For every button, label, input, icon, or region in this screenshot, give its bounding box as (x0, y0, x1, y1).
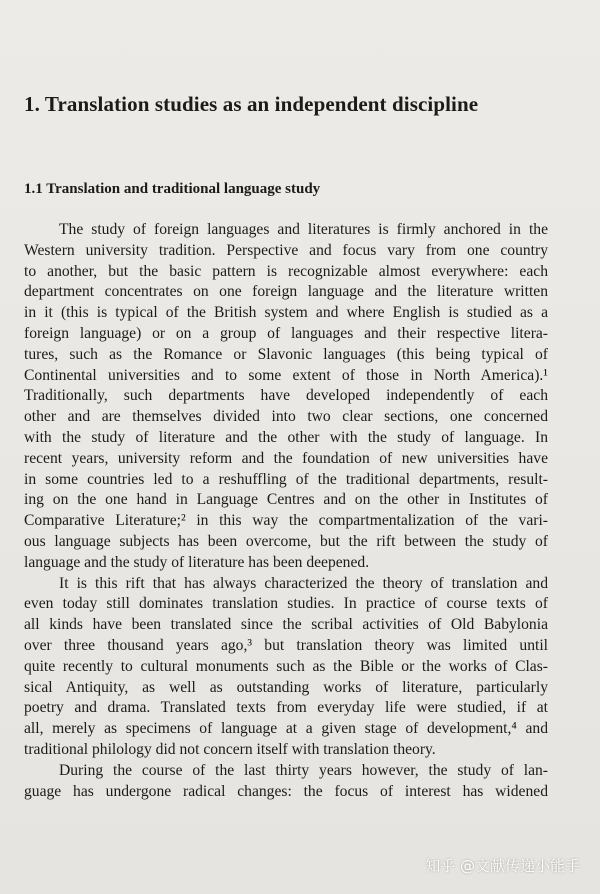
text-line: poetry and drama. Translated texts from everyday life were studied, if at (24, 699, 548, 717)
text-line: sical Antiquity, as well as outstanding works of literature, particularly (24, 678, 548, 696)
text-line: language and the study of literature has been deepened. (24, 553, 370, 571)
text-line: all kinds have been translated since the scribal activities of Old Babylonia (24, 616, 548, 634)
text-line: traditional philology did not concern itself with translation theory. (24, 740, 436, 758)
text-line: with the study of literature and the other with the study of language. In (24, 428, 548, 446)
text-line: even today still dominates translation studies. In practice of course texts of (24, 595, 548, 613)
paragraph (24, 574, 548, 761)
chapter-title: 1. Translation studies as an independent discipline (24, 92, 479, 116)
text-line: During the course of the last thirty years however, the study of lan- (59, 761, 548, 779)
text-line: all, merely as specimens of language at a given stage of development,⁴ and (24, 720, 548, 738)
text-line: guage has undergone radical changes: the focus of interest has widened (24, 782, 548, 800)
text-line: The study of foreign languages and literatures is firmly anchored in the (59, 221, 548, 238)
text-line: Western university tradition. Perspective and focus vary from one country (24, 241, 548, 259)
text-line: ing on the one hand in Language Centres and on the other in Institutes of (24, 491, 548, 509)
text-line: Traditionally, such departments have developed independently of each (24, 387, 548, 405)
body-text (24, 220, 548, 802)
text-line: ous language subjects has been overcome, but the rift between the study of (24, 532, 548, 550)
text-line: It is this rift that has always characterized the theory of translation and (59, 574, 548, 592)
text-line: quite recently to cultural monuments such as the Bible or the works of Clas- (24, 657, 548, 675)
text-line: foreign language) or on a group of languages and their respective litera- (24, 324, 548, 342)
section-title: 1.1 Translation and traditional language study (24, 181, 321, 197)
paragraph (24, 220, 548, 574)
paragraph (24, 761, 548, 803)
text-line: to another, but the basic pattern is recognizable almost everywhere: each (24, 262, 548, 280)
text-line: tures, such as the Romance or Slavonic languages (this being typical of (24, 345, 548, 363)
text-line: in some countries led to a reshuffling of the traditional departments, result- (24, 470, 548, 488)
text-line: Comparative Literature;² in this way the compartmentalization of the vari- (24, 512, 548, 530)
text-line: in it (this is typical of the British system and where English is studied as a (24, 304, 548, 322)
text-line: department concentrates on one foreign language and the literature written (24, 283, 548, 301)
text-line: over three thousand years ago,³ but translation theory was limited until (24, 636, 548, 654)
text-line: other and are themselves divided into two clear sections, one concerned (24, 408, 548, 426)
text-line: Continental universities and to some extent of those in North America).¹ (24, 366, 548, 384)
text-line: recent years, university reform and the foundation of new universities have (24, 449, 548, 467)
watermark: 知乎 @文献传递小能手 (425, 857, 580, 875)
